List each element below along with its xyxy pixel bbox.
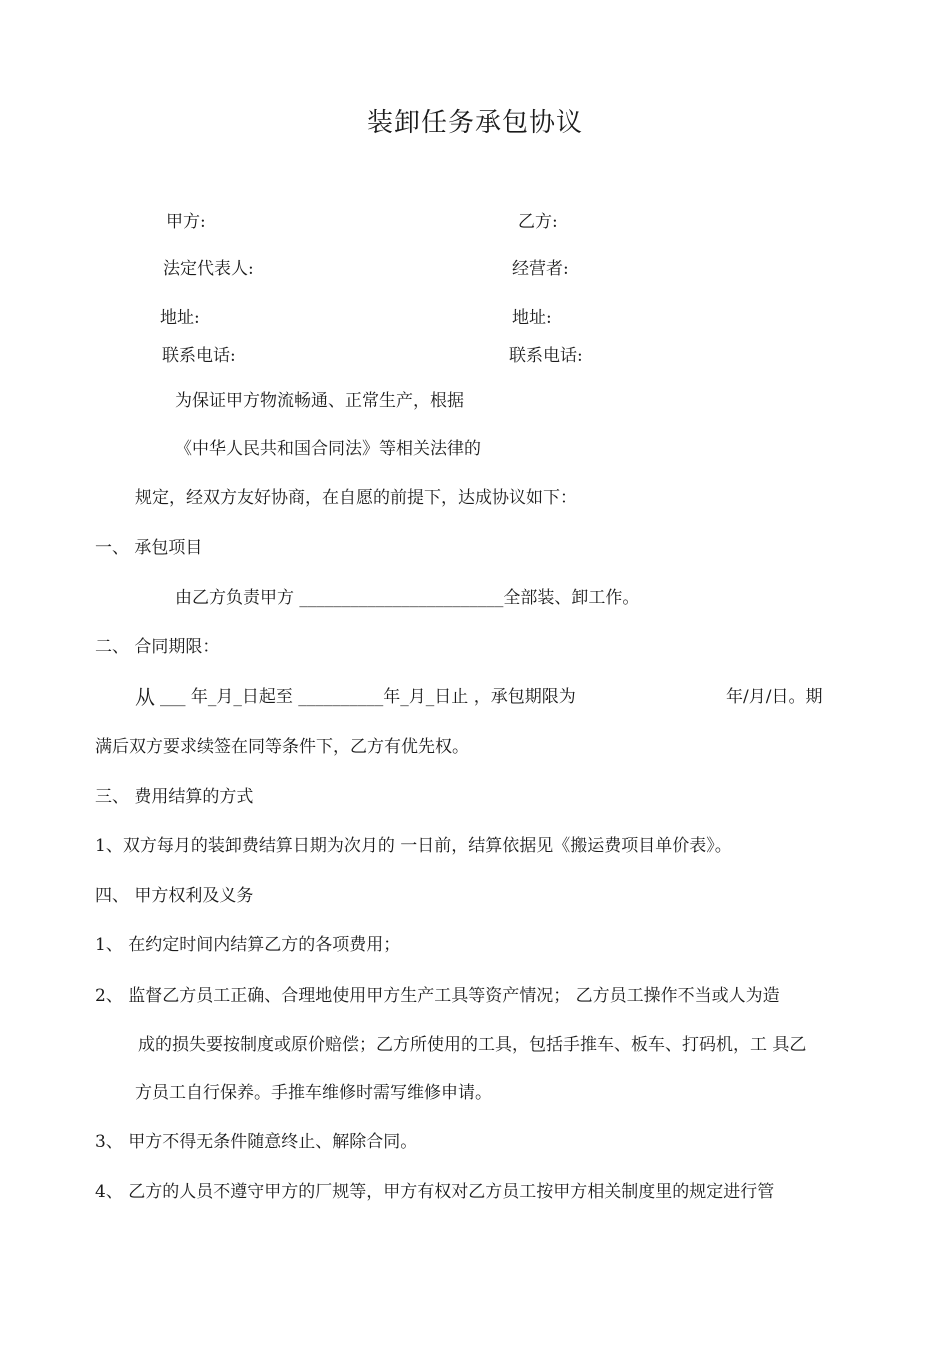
phone-a-label: 联系电话:: [162, 346, 236, 366]
section-2-from: 从: [135, 685, 155, 709]
section-4-item-1: 1、 在约定时间内结算乙方的各项费用；: [95, 935, 401, 955]
section-3-heading: 三、 费用结算的方式: [95, 787, 254, 807]
section-2-term-end: 年/月/日。期: [726, 687, 823, 707]
section-3-item-1: 1、双方每月的装卸费结算日期为次月的 一日前，结算依据见《搬运费项目单价表》。: [95, 836, 732, 856]
section-4-heading: 四、 甲方权利及义务: [95, 886, 254, 906]
section-1-heading: 一、 承包项目: [95, 538, 203, 558]
section-4-item-2-line-2: 成的损失要按制度或原价赔偿；乙方所使用的工具，包括手推车、板车、打码机，工 具乙: [138, 1035, 807, 1055]
party-a-label: 甲方:: [166, 212, 206, 232]
section-4-item-2-line-1: 2、 监督乙方员工正确、合理地使用甲方生产工具等资产情况； 乙方员工操作不当或人为造: [95, 986, 780, 1006]
address-a-label: 地址:: [160, 308, 200, 328]
preamble-line-1: 为保证甲方物流畅通、正常生产，根据: [175, 391, 464, 411]
document-title: 装卸任务承包协议: [366, 108, 583, 138]
phone-b-label: 联系电话:: [509, 346, 583, 366]
legal-rep-label: 法定代表人:: [163, 259, 254, 279]
section-4-item-2-line-3: 方员工自行保养。手推车维修时需写维修申请。: [135, 1083, 492, 1103]
section-2-renewal: 满后双方要求续签在同等条件下，乙方有优先权。: [95, 737, 469, 757]
party-b-label: 乙方:: [518, 212, 558, 232]
section-1-text: 由乙方负责甲方 ________________________全部装、卸工作。: [175, 588, 640, 608]
preamble-line-3: 规定，经双方友好协商，在自愿的前提下，达成协议如下：: [135, 488, 577, 508]
section-2-heading: 二、 合同期限：: [95, 637, 220, 657]
address-b-label: 地址:: [512, 308, 552, 328]
section-4-item-3: 3、 甲方不得无条件随意终止、解除合同。: [95, 1132, 418, 1152]
operator-label: 经营者:: [512, 259, 569, 279]
preamble-line-2: 《中华人民共和国合同法》等相关法律的: [175, 439, 481, 459]
section-4-item-4: 4、 乙方的人员不遵守甲方的厂规等，甲方有权对乙方员工按甲方相关制度里的规定进行管: [95, 1182, 775, 1202]
section-2-term-line: ___ 年_月_日起至 __________年_月_日止 ，承包期限为: [160, 687, 576, 707]
